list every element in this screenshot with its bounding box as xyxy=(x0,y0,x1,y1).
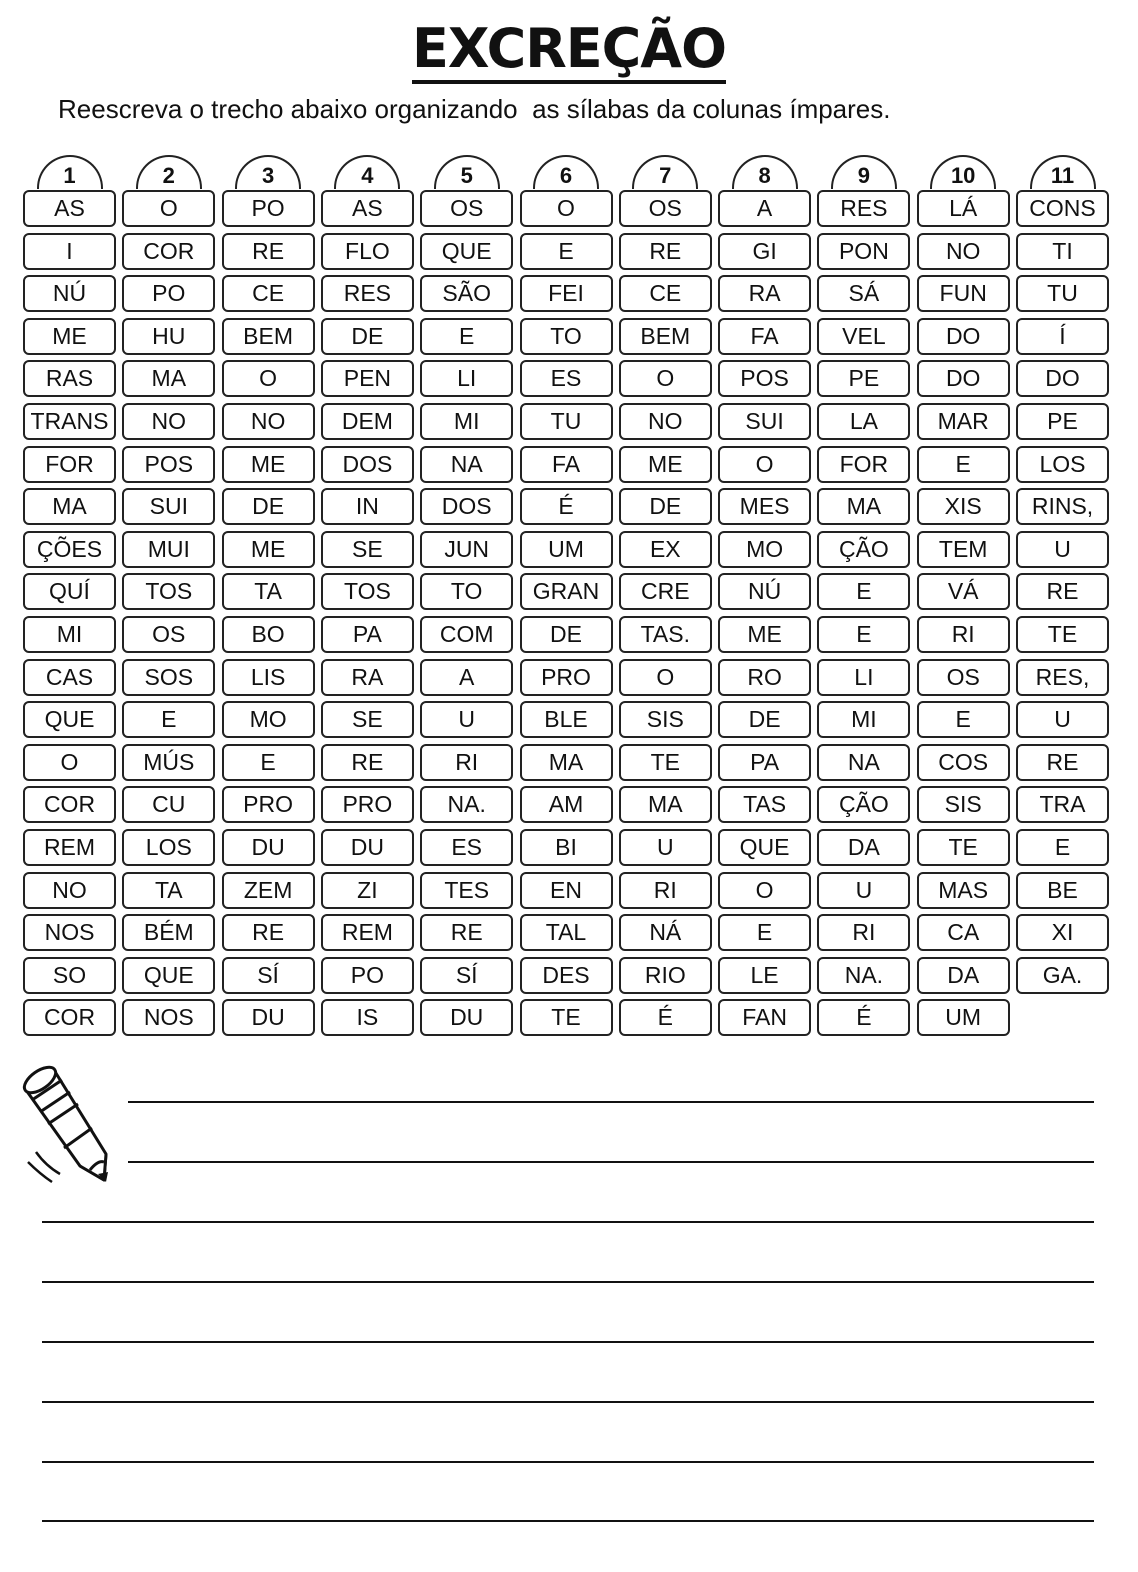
syllable-cell: NO xyxy=(122,403,215,440)
syllable-cell: MO xyxy=(718,531,811,568)
syllable-cell: TE xyxy=(619,744,712,781)
syllable-cell: COR xyxy=(23,999,116,1036)
syllable-cell: ZEM xyxy=(222,872,315,909)
syllable-cell: PE xyxy=(817,360,910,397)
syllable-cell: É xyxy=(817,999,910,1036)
syllable-cell: SE xyxy=(321,701,414,738)
syllable-cell: GRAN xyxy=(520,573,613,610)
syllable-cell: REM xyxy=(321,914,414,951)
column-header-5: 5 xyxy=(434,155,500,189)
syllable-cell: DA xyxy=(817,829,910,866)
syllable-cell: DEM xyxy=(321,403,414,440)
syllable-cell: TRA xyxy=(1016,786,1109,823)
syllable-cell: RE xyxy=(1016,744,1109,781)
syllable-cell: AS xyxy=(23,190,116,227)
syllable-cell: ME xyxy=(619,446,712,483)
syllable-cell: FOR xyxy=(23,446,116,483)
answer-line-5 xyxy=(42,1341,1094,1343)
syllable-cell: AM xyxy=(520,786,613,823)
syllable-cell: QUE xyxy=(420,233,513,270)
syllable-cell: RI xyxy=(619,872,712,909)
syllable-cell: RIO xyxy=(619,957,712,994)
instruction-text: Reescreva o trecho abaixo organizando as sílabas da colunas ímpares. xyxy=(58,94,891,124)
syllable-cell: SIS xyxy=(619,701,712,738)
syllable-cell: OS xyxy=(122,616,215,653)
syllable-cell: ZI xyxy=(321,872,414,909)
syllable-cell: RINS, xyxy=(1016,488,1109,525)
answer-line-7 xyxy=(42,1461,1094,1463)
syllable-cell: HU xyxy=(122,318,215,355)
syllable-cell: DE xyxy=(619,488,712,525)
syllable-cell: O xyxy=(718,446,811,483)
syllable-cell: DE xyxy=(520,616,613,653)
syllable-cell: O xyxy=(222,360,315,397)
syllable-cell: MA xyxy=(23,488,116,525)
syllable-cell: É xyxy=(520,488,613,525)
syllable-cell: E xyxy=(917,701,1010,738)
syllable-cell: TAS xyxy=(718,786,811,823)
answer-line-8 xyxy=(42,1520,1094,1522)
syllable-cell: MI xyxy=(817,701,910,738)
syllable-cell: MAR xyxy=(917,403,1010,440)
syllable-cell: NÚ xyxy=(718,573,811,610)
syllable-cell: U xyxy=(817,872,910,909)
syllable-cell: PO xyxy=(321,957,414,994)
syllable-cell: TI xyxy=(1016,233,1109,270)
syllable-cell: SIS xyxy=(917,786,1010,823)
syllable-cell: RE xyxy=(619,233,712,270)
syllable-cell: RE xyxy=(420,914,513,951)
answer-line-2 xyxy=(128,1161,1094,1163)
syllable-cell: BEM xyxy=(619,318,712,355)
syllable-cell: TAS. xyxy=(619,616,712,653)
syllable-cell: PEN xyxy=(321,360,414,397)
syllable-cell: TOS xyxy=(122,573,215,610)
syllable-cell: BÉM xyxy=(122,914,215,951)
syllable-cell: REM xyxy=(23,829,116,866)
answer-line-1 xyxy=(128,1101,1094,1103)
syllable-cell: Í xyxy=(1016,318,1109,355)
syllable-cell: RI xyxy=(917,616,1010,653)
syllable-cell: UM xyxy=(917,999,1010,1036)
syllable-cell: SÁ xyxy=(817,275,910,312)
syllable-cell: RES xyxy=(817,190,910,227)
syllable-cell: QUÍ xyxy=(23,573,116,610)
syllable-cell: U xyxy=(420,701,513,738)
syllable-cell: FAN xyxy=(718,999,811,1036)
syllable-cell: MES xyxy=(718,488,811,525)
syllable-cell: MO xyxy=(222,701,315,738)
syllable-cell: ÇÃO xyxy=(817,786,910,823)
syllable-cell: BLE xyxy=(520,701,613,738)
syllable-cell: SÍ xyxy=(420,957,513,994)
syllable-cell: PA xyxy=(321,616,414,653)
syllable-cell: QUE xyxy=(122,957,215,994)
syllable-cell: JUN xyxy=(420,531,513,568)
syllable-cell: ÇÕES xyxy=(23,531,116,568)
syllable-cell: O xyxy=(718,872,811,909)
syllable-cell: A xyxy=(718,190,811,227)
column-header-9: 9 xyxy=(831,155,897,189)
syllable-cell: U xyxy=(619,829,712,866)
syllable-cell: ME xyxy=(718,616,811,653)
syllable-cell: SOS xyxy=(122,659,215,696)
syllable-cell: MA xyxy=(619,786,712,823)
syllable-cell: RE xyxy=(1016,573,1109,610)
syllable-cell: CAS xyxy=(23,659,116,696)
syllable-cell: E xyxy=(222,744,315,781)
syllable-cell: ME xyxy=(222,531,315,568)
syllable-cell: ES xyxy=(520,360,613,397)
syllable-cell: CONS xyxy=(1016,190,1109,227)
syllable-cell: MUI xyxy=(122,531,215,568)
syllable-cell: NOS xyxy=(23,914,116,951)
syllable-cell: NÚ xyxy=(23,275,116,312)
syllable-cell: RES, xyxy=(1016,659,1109,696)
syllable-cell: DE xyxy=(222,488,315,525)
syllable-cell: RO xyxy=(718,659,811,696)
column-header-11: 11 xyxy=(1030,155,1096,189)
syllable-cell: O xyxy=(619,659,712,696)
syllable-cell: TAL xyxy=(520,914,613,951)
syllable-cell: COR xyxy=(23,786,116,823)
syllable-cell: TA xyxy=(222,573,315,610)
syllable-cell: IS xyxy=(321,999,414,1036)
syllable-cell: GA. xyxy=(1016,957,1109,994)
syllable-cell: FEI xyxy=(520,275,613,312)
syllable-cell: EX xyxy=(619,531,712,568)
worksheet-title: EXCREÇÃO xyxy=(0,14,1138,84)
syllable-cell: POS xyxy=(122,446,215,483)
syllable-cell: ME xyxy=(222,446,315,483)
syllable-cell: BE xyxy=(1016,872,1109,909)
syllable-cell: LA xyxy=(817,403,910,440)
syllable-cell: RE xyxy=(321,744,414,781)
syllable-cell: IN xyxy=(321,488,414,525)
column-header-1: 1 xyxy=(37,155,103,189)
syllable-grid xyxy=(23,155,1113,1040)
syllable-cell: FOR xyxy=(817,446,910,483)
syllable-cell: PRO xyxy=(321,786,414,823)
syllable-cell: U xyxy=(1016,701,1109,738)
syllable-cell: QUE xyxy=(23,701,116,738)
syllable-cell: RE xyxy=(222,233,315,270)
syllable-cell: NÁ xyxy=(619,914,712,951)
syllable-cell: SUI xyxy=(718,403,811,440)
syllable-cell: UM xyxy=(520,531,613,568)
syllable-cell: NO xyxy=(917,233,1010,270)
syllable-cell: QUE xyxy=(718,829,811,866)
syllable-cell: LI xyxy=(817,659,910,696)
syllable-cell: MA xyxy=(122,360,215,397)
syllable-cell: DU xyxy=(321,829,414,866)
syllable-cell: DOS xyxy=(420,488,513,525)
answer-line-3 xyxy=(42,1221,1094,1223)
syllable-cell: FA xyxy=(718,318,811,355)
column-header-4: 4 xyxy=(334,155,400,189)
syllable-cell: MA xyxy=(817,488,910,525)
syllable-cell: BI xyxy=(520,829,613,866)
syllable-cell: TO xyxy=(420,573,513,610)
syllable-cell: VÁ xyxy=(917,573,1010,610)
syllable-cell: BEM xyxy=(222,318,315,355)
syllable-cell: NA xyxy=(817,744,910,781)
syllable-cell: RA xyxy=(718,275,811,312)
syllable-cell: RAS xyxy=(23,360,116,397)
syllable-cell: ME xyxy=(23,318,116,355)
syllable-cell: PO xyxy=(222,190,315,227)
column-header-3: 3 xyxy=(235,155,301,189)
syllable-cell: MAS xyxy=(917,872,1010,909)
syllable-cell: FLO xyxy=(321,233,414,270)
syllable-cell: GI xyxy=(718,233,811,270)
column-header-6: 6 xyxy=(533,155,599,189)
syllable-cell: LIS xyxy=(222,659,315,696)
column-header-2: 2 xyxy=(136,155,202,189)
syllable-cell: OS xyxy=(619,190,712,227)
syllable-cell: CE xyxy=(619,275,712,312)
syllable-cell: TE xyxy=(917,829,1010,866)
syllable-cell: ES xyxy=(420,829,513,866)
syllable-cell: COM xyxy=(420,616,513,653)
syllable-cell: RE xyxy=(222,914,315,951)
syllable-cell: VEL xyxy=(817,318,910,355)
syllable-cell: NA. xyxy=(817,957,910,994)
syllable-cell: E xyxy=(817,573,910,610)
pencil-icon xyxy=(18,1062,128,1187)
syllable-cell: O xyxy=(619,360,712,397)
syllable-cell: CRE xyxy=(619,573,712,610)
syllable-cell: FA xyxy=(520,446,613,483)
syllable-cell: MA xyxy=(520,744,613,781)
syllable-cell: O xyxy=(23,744,116,781)
syllable-cell: TU xyxy=(1016,275,1109,312)
syllable-cell: EN xyxy=(520,872,613,909)
syllable-cell: TOS xyxy=(321,573,414,610)
syllable-cell: XI xyxy=(1016,914,1109,951)
syllable-cell: TRANS xyxy=(23,403,116,440)
syllable-cell: DO xyxy=(917,318,1010,355)
syllable-cell: NOS xyxy=(122,999,215,1036)
syllable-cell: DU xyxy=(222,829,315,866)
syllable-cell: E xyxy=(520,233,613,270)
syllable-cell: DU xyxy=(222,999,315,1036)
syllable-cell: SO xyxy=(23,957,116,994)
syllable-cell: TE xyxy=(520,999,613,1036)
syllable-cell: NO xyxy=(619,403,712,440)
syllable-cell: LE xyxy=(718,957,811,994)
syllable-cell: U xyxy=(1016,531,1109,568)
syllable-cell: PO xyxy=(122,275,215,312)
syllable-cell: AS xyxy=(321,190,414,227)
syllable-cell: DO xyxy=(1016,360,1109,397)
syllable-cell: DA xyxy=(917,957,1010,994)
syllable-cell: RA xyxy=(321,659,414,696)
syllable-cell: PRO xyxy=(222,786,315,823)
syllable-cell: COR xyxy=(122,233,215,270)
syllable-cell: LÁ xyxy=(917,190,1010,227)
syllable-cell: LOS xyxy=(122,829,215,866)
syllable-cell: É xyxy=(619,999,712,1036)
syllable-cell: XIS xyxy=(917,488,1010,525)
syllable-cell: E xyxy=(122,701,215,738)
column-header-7: 7 xyxy=(632,155,698,189)
syllable-cell: TEM xyxy=(917,531,1010,568)
syllable-cell: MI xyxy=(420,403,513,440)
syllable-cell: SÃO xyxy=(420,275,513,312)
syllable-cell: E xyxy=(917,446,1010,483)
syllable-cell: CA xyxy=(917,914,1010,951)
syllable-cell: LOS xyxy=(1016,446,1109,483)
syllable-cell: DE xyxy=(718,701,811,738)
syllable-cell: RI xyxy=(420,744,513,781)
syllable-cell: OS xyxy=(917,659,1010,696)
syllable-cell: TA xyxy=(122,872,215,909)
syllable-cell: E xyxy=(420,318,513,355)
syllable-cell: A xyxy=(420,659,513,696)
syllable-cell: PE xyxy=(1016,403,1109,440)
syllable-cell: TES xyxy=(420,872,513,909)
syllable-cell: RI xyxy=(817,914,910,951)
syllable-cell: MI xyxy=(23,616,116,653)
syllable-cell: NA xyxy=(420,446,513,483)
syllable-cell: DO xyxy=(917,360,1010,397)
syllable-cell: TE xyxy=(1016,616,1109,653)
syllable-cell: CU xyxy=(122,786,215,823)
syllable-cell: E xyxy=(817,616,910,653)
syllable-cell: MÚS xyxy=(122,744,215,781)
syllable-cell: OS xyxy=(420,190,513,227)
syllable-cell: PRO xyxy=(520,659,613,696)
syllable-cell: RES xyxy=(321,275,414,312)
answer-line-4 xyxy=(42,1281,1094,1283)
syllable-cell: BO xyxy=(222,616,315,653)
syllable-cell: FUN xyxy=(917,275,1010,312)
syllable-cell: DE xyxy=(321,318,414,355)
syllable-cell: O xyxy=(520,190,613,227)
syllable-cell: E xyxy=(718,914,811,951)
syllable-cell: NO xyxy=(222,403,315,440)
answer-line-6 xyxy=(42,1401,1094,1403)
syllable-cell: POS xyxy=(718,360,811,397)
syllable-cell: TU xyxy=(520,403,613,440)
syllable-cell: LI xyxy=(420,360,513,397)
syllable-cell: NA. xyxy=(420,786,513,823)
syllable-cell: DES xyxy=(520,957,613,994)
syllable-cell: E xyxy=(1016,829,1109,866)
syllable-cell: NO xyxy=(23,872,116,909)
syllable-cell: DU xyxy=(420,999,513,1036)
syllable-cell: DOS xyxy=(321,446,414,483)
syllable-cell: TO xyxy=(520,318,613,355)
syllable-cell: PON xyxy=(817,233,910,270)
syllable-cell: O xyxy=(122,190,215,227)
syllable-cell: PA xyxy=(718,744,811,781)
syllable-cell: SÍ xyxy=(222,957,315,994)
syllable-cell: ÇÃO xyxy=(817,531,910,568)
column-header-10: 10 xyxy=(930,155,996,189)
column-header-8: 8 xyxy=(732,155,798,189)
syllable-cell: SUI xyxy=(122,488,215,525)
syllable-cell: I xyxy=(23,233,116,270)
syllable-cell: SE xyxy=(321,531,414,568)
syllable-cell: CE xyxy=(222,275,315,312)
syllable-cell: COS xyxy=(917,744,1010,781)
